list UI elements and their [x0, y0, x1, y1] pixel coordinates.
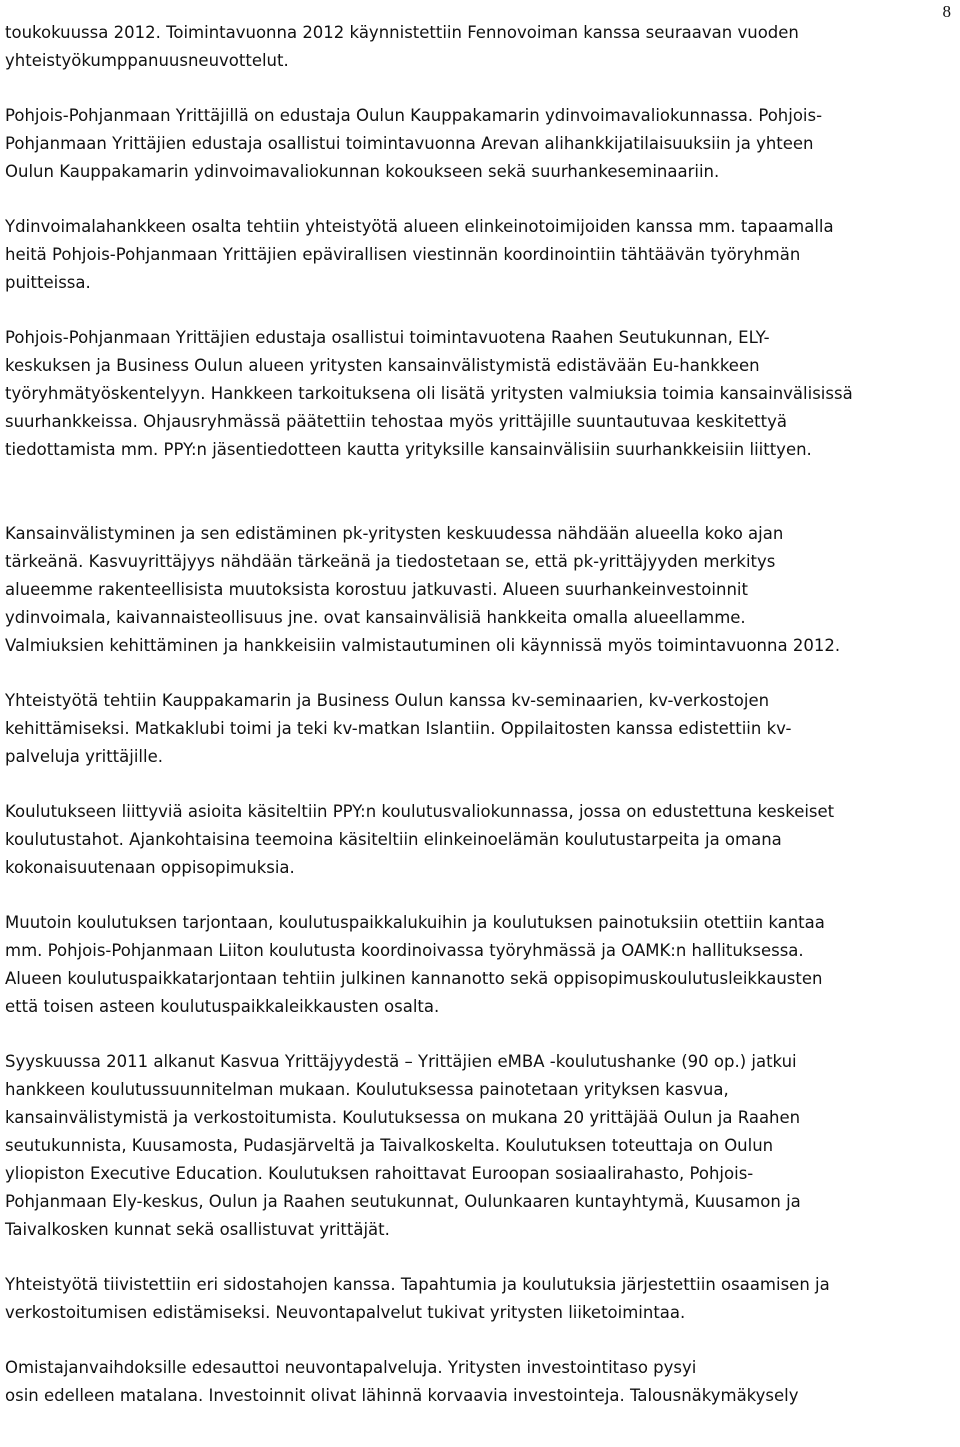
- text-line: osin edelleen matalana. Investoinnit olivat lähinnä korvaavia investointeja. Talousnäkymäkysely: [5, 1386, 799, 1405]
- paragraph-koulutuksen-tarjonta: [5, 909, 955, 1021]
- text-line: verkostoitumisen edistämiseksi. Neuvontapalvelut tukivat yritysten liiketoimintaa.: [5, 1303, 686, 1322]
- text-line: Pohjanmaan Yrittäjien edustaja osallistui toimintavuonna Arevan alihankkijatilaisuuksiin ja yhteen: [5, 134, 814, 153]
- paragraph-kansainvalistyminen: [5, 520, 955, 660]
- text-line: Omistajanvaihdoksille edesauttoi neuvontapalveluja. Yritysten investointitaso pysyi: [5, 1358, 697, 1377]
- text-line: heitä Pohjois-Pohjanmaan Yrittäjien epävirallisen viestinnän koordinointiin tähtäävän työryhmän: [5, 245, 801, 264]
- paragraph-gap: [5, 882, 955, 909]
- text-line: kehittämiseksi. Matkaklubi toimi ja teki kv-matkan Islantiin. Oppilaitosten kanssa edistettiin kv-: [5, 719, 792, 738]
- paragraph-sidostahot: [5, 1271, 955, 1327]
- text-line: tärkeänä. Kasvuyrittäjyys nähdään tärkeänä ja tiedostetaan se, että pk-yrittäjyyden merkitys: [5, 552, 776, 571]
- text-line: Pohjois-Pohjanmaan Yrittäjien edustaja osallistui toimintavuotena Raahen Seutukunnan, ELY-: [5, 328, 770, 347]
- text-line: Valmiuksien kehittäminen ja hankkeisiin valmistautuminen oli käynnissä myös toimintavuonna 2012.: [5, 636, 841, 655]
- text-line: kansainvälistymistä ja verkostoitumista. Koulutuksessa on mukana 20 yrittäjää Oulun ja Raahen: [5, 1108, 801, 1127]
- paragraph-fennovoima: [5, 19, 955, 75]
- paragraph-gap: [5, 75, 955, 102]
- text-line: Oulun Kauppakamarin ydinvoimavaliokunnan kokoukseen sekä suurhankeseminaariin.: [5, 162, 720, 181]
- paragraph-gap: [5, 660, 955, 687]
- paragraph-gap: [5, 1244, 955, 1271]
- text-line: Syyskuussa 2011 alkanut Kasvua Yrittäjyydestä – Yrittäjien eMBA -koulutushanke (90 op.) jatkui: [5, 1052, 797, 1071]
- text-line: Kansainvälistyminen ja sen edistäminen pk-yritysten keskuudessa nähdään alueella koko ajan: [5, 524, 784, 543]
- paragraph-ydinvoimalahanke: [5, 213, 955, 297]
- body-text: [5, 19, 955, 1410]
- text-line: palveluja yrittäjille.: [5, 747, 163, 766]
- text-line: yhteistyökumppanuusneuvottelut.: [5, 51, 289, 70]
- text-line: hankkeen koulutussuunnitelman mukaan. Koulutuksessa painotetaan yrityksen kasvua,: [5, 1080, 729, 1099]
- paragraph-gap: [5, 1327, 955, 1354]
- text-line: suurhankkeissa. Ohjausryhmässä päätettiin tehostaa myös yrittäjille suuntautuvaa keskitettyä: [5, 412, 787, 431]
- text-line: Taivalkosken kunnat sekä osallistuvat yrittäjät.: [5, 1220, 390, 1239]
- text-line: Pohjois-Pohjanmaan Yrittäjillä on edustaja Oulun Kauppakamarin ydinvoimavaliokunnassa. Pohjois-: [5, 106, 823, 125]
- text-line: mm. Pohjois-Pohjanmaan Liiton koulutusta koordinoivassa työryhmässä ja OAMK:n hallituksessa.: [5, 941, 804, 960]
- text-line: yliopiston Executive Education. Koulutuksen rahoittavat Euroopan sosiaalirahasto, Pohjois-: [5, 1164, 754, 1183]
- page-number: 8: [942, 2, 951, 21]
- text-line: työryhmätyöskentelyyn. Hankkeen tarkoituksena oli lisätä yritysten valmiuksia toimia kansainvälisissä: [5, 384, 853, 403]
- section-gap: [5, 464, 955, 520]
- text-line: puitteissa.: [5, 273, 91, 292]
- paragraph-gap: [5, 1021, 955, 1048]
- paragraph-emba: [5, 1048, 955, 1244]
- text-line: Ydinvoimalahankkeen osalta tehtiin yhteistyötä alueen elinkeinotoimijoiden kanssa mm. tapaamalla: [5, 217, 834, 236]
- paragraph-eu-hanke: [5, 324, 955, 464]
- text-line: koulutustahot. Ajankohtaisina teemoina käsiteltiin elinkeinoelämän koulutustarpeita ja omana: [5, 830, 782, 849]
- text-line: että toisen asteen koulutuspaikkaleikkausten osalta.: [5, 997, 440, 1016]
- paragraph-koulutusvaliokunta: [5, 798, 955, 882]
- text-line: Muutoin koulutuksen tarjontaan, koulutuspaikkalukuihin ja koulutuksen painotuksiin otettiin kantaa: [5, 913, 825, 932]
- text-line: seutukunnista, Kuusamosta, Pudasjärveltä ja Taivalkoskelta. Koulutuksen toteuttaja on Oulun: [5, 1136, 774, 1155]
- paragraph-kauppakamari: [5, 102, 955, 186]
- text-line: kokonaisuutenaan oppisopimuksia.: [5, 858, 295, 877]
- text-line: Pohjanmaan Ely-keskus, Oulun ja Raahen seutukunnat, Oulunkaaren kuntayhtymä, Kuusamon ja: [5, 1192, 801, 1211]
- text-line: tiedottamista mm. PPY:n jäsentiedotteen kautta yrityksille kansainvälisiin suurhankkeisiin liittyen.: [5, 440, 812, 459]
- paragraph-kv-yhteistyo: [5, 687, 955, 771]
- text-line: alueemme rakenteellisista muutoksista korostuu jatkuvasti. Alueen suurhankeinvestoinnit: [5, 580, 748, 599]
- text-line: Yhteistyötä tehtiin Kauppakamarin ja Business Oulun kanssa kv-seminaarien, kv-verkostojen: [5, 691, 770, 710]
- text-line: toukokuussa 2012. Toimintavuonna 2012 käynnistettiin Fennovoiman kanssa seuraavan vuoden: [5, 23, 799, 42]
- text-line: Alueen koulutuspaikkatarjontaan tehtiin julkinen kannanotto sekä oppisopimuskoulutusleikkausten: [5, 969, 823, 988]
- paragraph-gap: [5, 297, 955, 324]
- paragraph-gap: [5, 771, 955, 798]
- text-line: ydinvoimala, kaivannaisteollisuus jne. ovat kansainvälisiä hankkeita omalla alueellamme.: [5, 608, 746, 627]
- paragraph-omistajanvaihdokset: [5, 1354, 955, 1410]
- text-line: Koulutukseen liittyviä asioita käsiteltiin PPY:n koulutusvaliokunnassa, jossa on edustettuna keskeiset: [5, 802, 835, 821]
- text-line: Yhteistyötä tiivistettiin eri sidostahojen kanssa. Tapahtumia ja koulutuksia järjestettiin osaamisen ja: [5, 1275, 830, 1294]
- text-line: keskuksen ja Business Oulun alueen yritysten kansainvälistymistä edistävään Eu-hankkeen: [5, 356, 760, 375]
- paragraph-gap: [5, 186, 955, 213]
